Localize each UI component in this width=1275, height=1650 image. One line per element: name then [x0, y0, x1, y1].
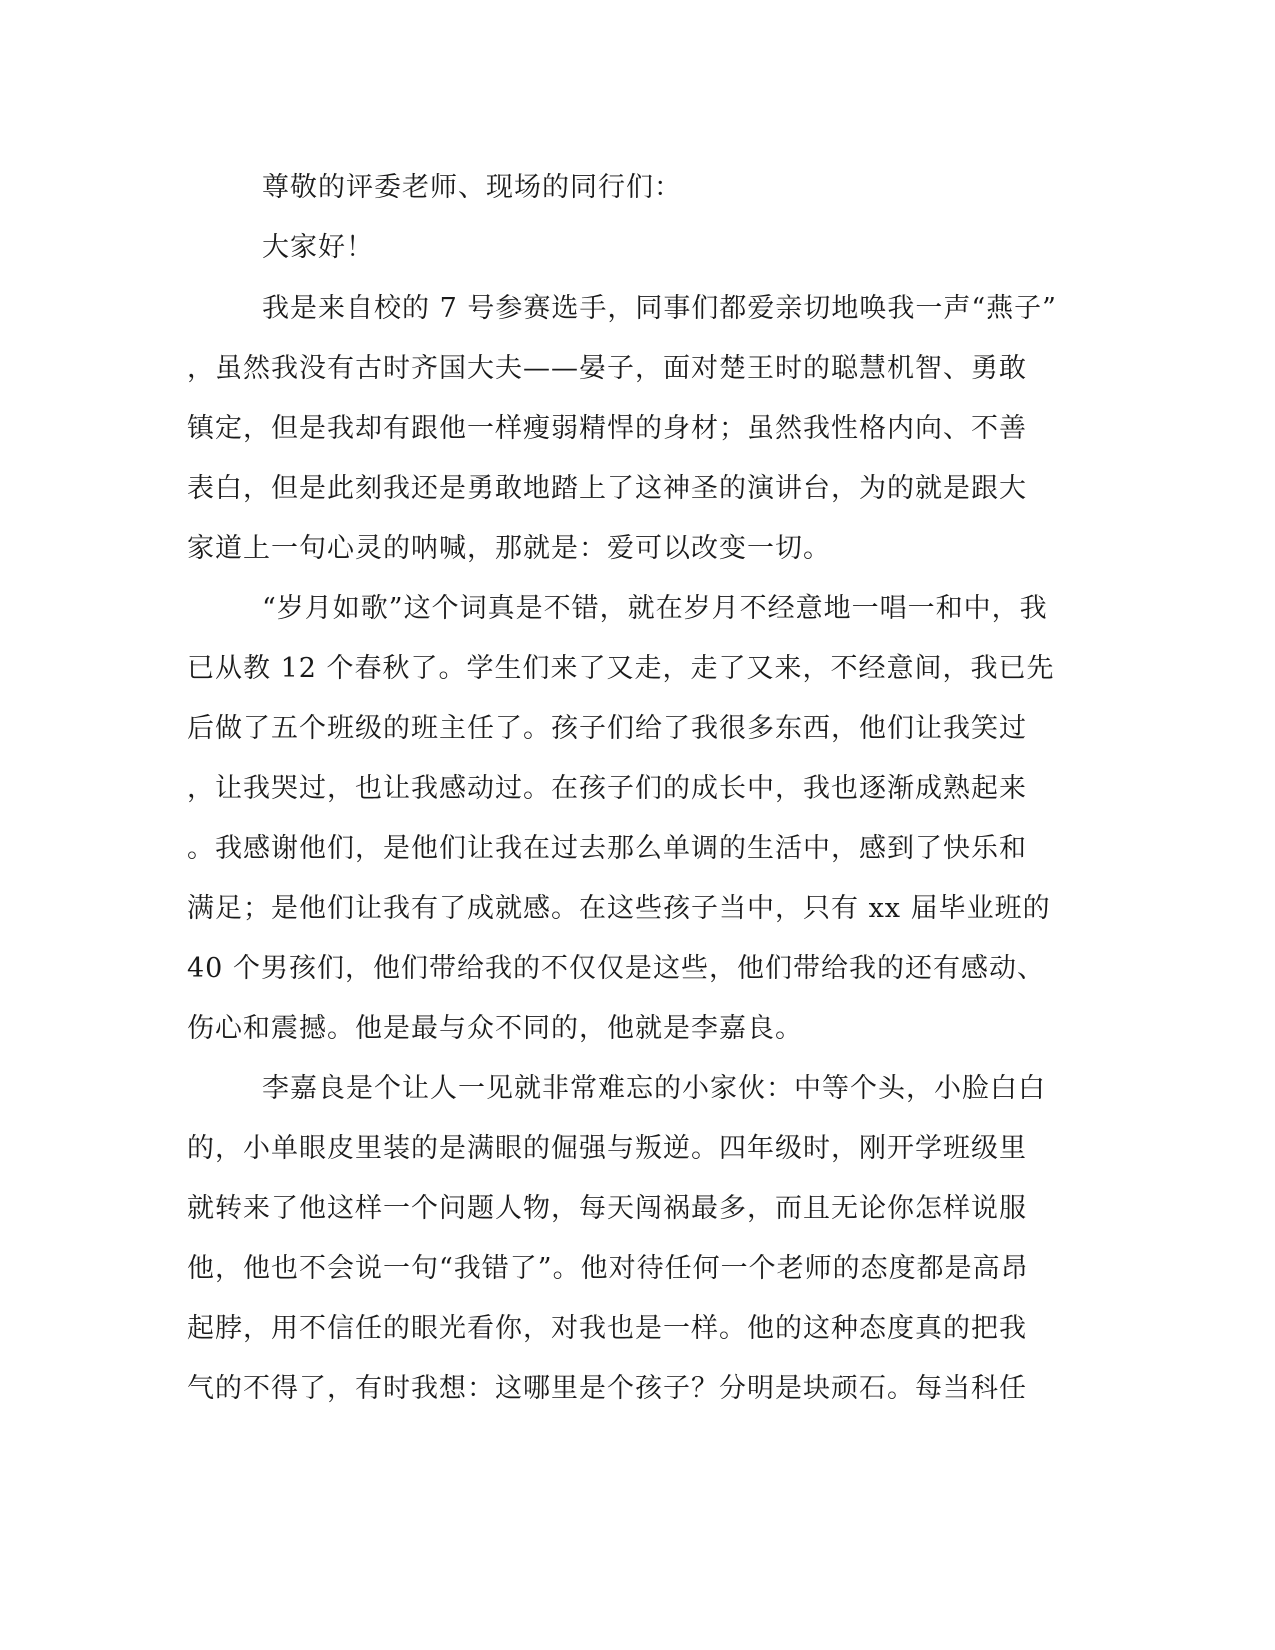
- paragraph-3-line-5: 起脖，用不信任的眼光看你，对我也是一样。他的这种态度真的把我: [187, 1313, 1027, 1344]
- paragraph-3-line-4: 他，他也不会说一句“我错了”。他对待任何一个老师的态度都是高昂: [187, 1253, 1029, 1284]
- paragraph-1-line-2: ，虽然我没有古时齐国大夫——晏子，面对楚王时的聪慧机智、勇敢: [187, 353, 1027, 384]
- paragraph-2-line-6: 满足；是他们让我有了成就感。在这些孩子当中，只有 xx 届毕业班的: [187, 893, 1051, 924]
- paragraph-1-line-5: 家道上一句心灵的呐喊，那就是：爱可以改变一切。: [187, 533, 831, 564]
- paragraph-2-line-1: “岁月如歌”这个词真是不错，就在岁月不经意地一唱一和中，我: [262, 593, 1048, 624]
- paragraph-1-line-3: 镇定，但是我却有跟他一样瘦弱精悍的身材；虽然我性格内向、不善: [187, 413, 1027, 444]
- paragraph-2-line-7: 40 个男孩们，他们带给我的不仅仅是这些，他们带给我的还有感动、: [187, 953, 1045, 984]
- paragraph-2-line-3: 后做了五个班级的班主任了。孩子们给了我很多东西，他们让我笑过: [187, 713, 1027, 744]
- paragraph-3-line-1: 李嘉良是个让人一见就非常难忘的小家伙：中等个头，小脸白白: [262, 1073, 1046, 1104]
- paragraph-3-line-6: 气的不得了，有时我想：这哪里是个孩子？分明是块顽石。每当科任: [187, 1373, 1027, 1404]
- paragraph-3-line-3: 就转来了他这样一个问题人物，每天闯祸最多，而且无论你怎样说服: [187, 1193, 1027, 1224]
- salutation-line: 尊敬的评委老师、现场的同行们：: [262, 172, 682, 203]
- paragraph-1-line-1: 我是来自校的 7 号参赛选手，同事们都爱亲切地唤我一声“燕子”: [262, 293, 1057, 324]
- greeting-line: 大家好！: [262, 232, 374, 263]
- paragraph-1-line-4: 表白，但是此刻我还是勇敢地踏上了这神圣的演讲台，为的就是跟大: [187, 473, 1027, 504]
- paragraph-2-line-4: ，让我哭过，也让我感动过。在孩子们的成长中，我也逐渐成熟起来: [187, 773, 1027, 804]
- paragraph-2-line-5: 。我感谢他们，是他们让我在过去那么单调的生活中，感到了快乐和: [187, 833, 1027, 864]
- paragraph-2-line-2: 已从教 12 个春秋了。学生们来了又走，走了又来，不经意间，我已先: [187, 653, 1055, 684]
- paragraph-3-line-2: 的，小单眼皮里装的是满眼的倔强与叛逆。四年级时，刚开学班级里: [187, 1133, 1027, 1164]
- paragraph-2-line-8: 伤心和震撼。他是最与众不同的，他就是李嘉良。: [187, 1013, 803, 1044]
